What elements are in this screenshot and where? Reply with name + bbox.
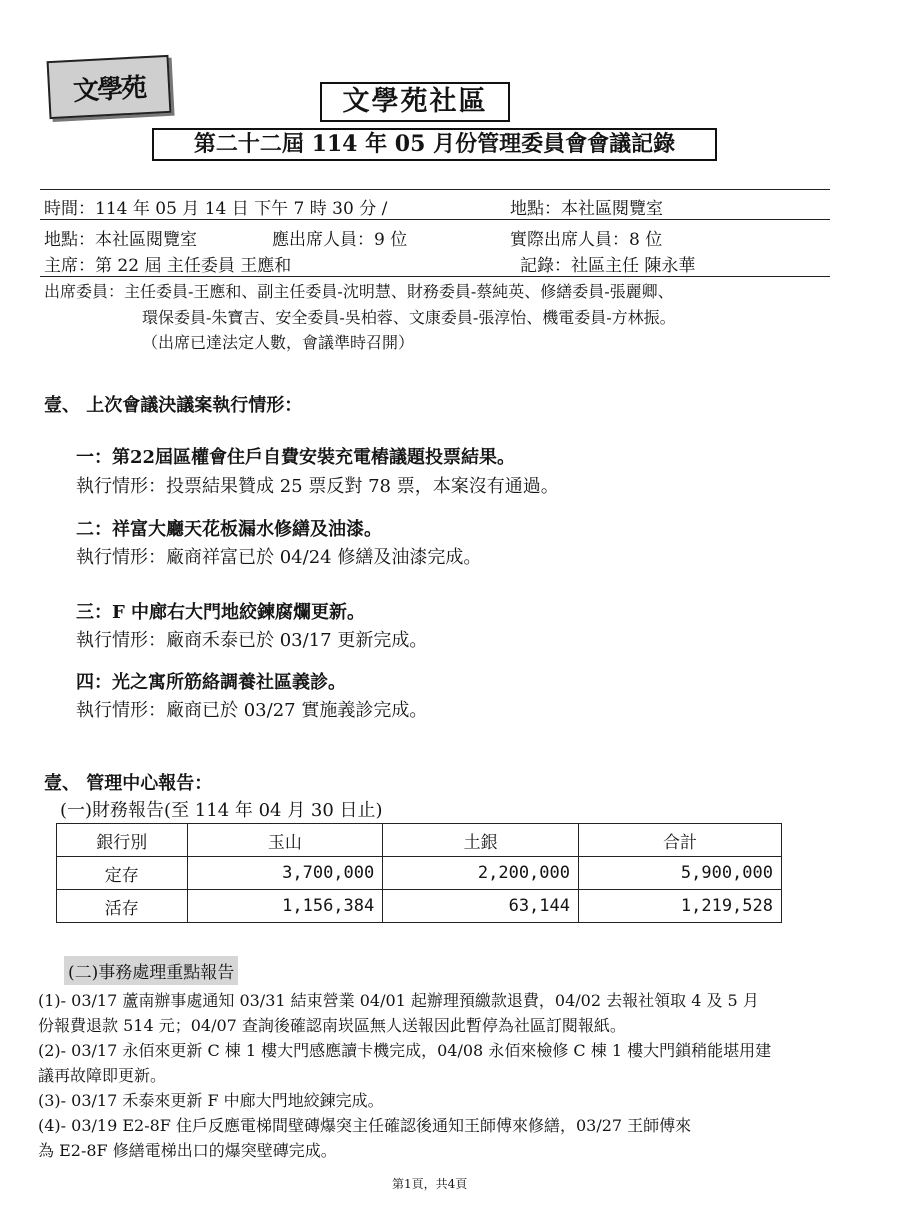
section-previous-resolutions-heading: 壹、 上次會議決議案執行情形：	[44, 395, 303, 416]
finance-report-title: (一)財務報告(至 114 年 04 月 30 日止)	[60, 800, 383, 821]
resolution-3-exec: 執行情形：廠商禾泰已於 03/17 更新完成。	[76, 630, 428, 651]
divider-1	[40, 219, 830, 220]
resolution-4-exec: 執行情形：廠商已於 03/27 實施義診完成。	[76, 700, 428, 721]
page-number: 第1頁，共4頁	[392, 1177, 468, 1191]
page-title: 文學苑社區	[320, 82, 510, 122]
divider-top	[40, 189, 830, 190]
header-landbank: 土銀	[383, 824, 579, 857]
header-total: 合計	[579, 824, 782, 857]
table-row	[57, 857, 782, 890]
logo-text: 文學苑	[72, 72, 146, 107]
resolution-2-title: 二：祥富大廳天花板漏水修繕及油漆。	[76, 519, 382, 540]
chairperson: 主席：第 22 屆 主任委員 王應和	[44, 256, 292, 276]
report-line-5: (3)- 03/17 禾泰來更新 F 中廊大門地絞鍊完成。	[38, 1091, 384, 1110]
finance-table	[56, 823, 782, 923]
resolution-1-exec: 執行情形：投票結果贊成 25 票反對 78 票，本案沒有通過。	[76, 476, 559, 497]
cell-value: 5,900,000	[579, 857, 782, 890]
header-bank: 銀行別	[57, 824, 188, 857]
actual-attendees: 實際出席人員：8 位	[510, 230, 663, 250]
resolution-4-title: 四：光之寓所筋絡調養社區義診。	[76, 672, 346, 693]
page-subtitle: 第二十二屆 114 年 05 月份管理委員會會議記錄	[152, 128, 717, 161]
affairs-report-title: (二)事務處理重點報告	[64, 956, 238, 985]
meeting-time: 時間：114 年 05 月 14 日 下午 7 時 30 分 /	[44, 199, 388, 219]
header-esun: 玉山	[187, 824, 383, 857]
cell-value: 2,200,000	[383, 857, 579, 890]
resolution-2-exec: 執行情形：廠商祥富已於 04/24 修繕及油漆完成。	[76, 547, 482, 568]
cell-value: 1,156,384	[187, 890, 383, 923]
row-label-demand-deposit: 活存	[57, 890, 188, 923]
cell-value: 63,144	[383, 890, 579, 923]
report-line-4: 議再故障即更新。	[38, 1066, 167, 1085]
meeting-location-right: 地點：本社區閱覽室	[510, 199, 663, 219]
attendees-line-2: 環保委員-朱寶吉、安全委員-吳柏蓉、文康委員-張淳怡、機電委員-方林振。	[142, 308, 676, 327]
cell-value: 3,700,000	[187, 857, 383, 890]
report-line-3: (2)- 03/17 永佰來更新 C 棟 1 樓大門感應讀卡機完成，04/08 永佰來檢修 C 棟 1 樓大門鎖稍能堪用建	[38, 1041, 772, 1060]
attendees-line-1: 出席委員：主任委員-王應和、副主任委員-沈明慧、財務委員-蔡純英、修繕委員-張麗卿、	[44, 282, 674, 301]
recorder: 記錄：社區主任 陳永華	[520, 256, 696, 276]
row-label-fixed-deposit: 定存	[57, 857, 188, 890]
cell-value: 1,219,528	[579, 890, 782, 923]
report-line-7: 為 E2-8F 修繕電梯出口的爆突壁磚完成。	[38, 1141, 337, 1160]
attendees-note: （出席已達法定人數，會議準時召開）	[142, 333, 415, 352]
report-line-6: (4)- 03/19 E2-8F 住戶反應電梯間壁磚爆突主任確認後通知王師傅來修繕，03/27 王師傅來	[38, 1116, 692, 1135]
report-line-2: 份報費退款 514 元；04/07 查詢後確認南崁區無人送報因此暫停為社區訂閱報紙。	[38, 1016, 626, 1035]
resolution-1-title: 一：第22屆區權會住戶自費安裝充電樁議題投票結果。	[76, 447, 516, 468]
expected-attendees: 應出席人員：9 位	[272, 230, 408, 250]
section-management-report-heading: 壹、 管理中心報告：	[44, 773, 213, 794]
resolution-3-title: 三：F 中廊右大門地絞鍊腐爛更新。	[76, 602, 366, 623]
table-row	[57, 890, 782, 923]
logo	[47, 55, 172, 119]
table-header-row	[57, 824, 782, 857]
report-line-1: (1)- 03/17 蘆南辦事處通知 03/31 結束營業 04/01 起辦理預繳款退費，04/02 去報社領取 4 及 5 月	[38, 991, 759, 1010]
meeting-location: 地點：本社區閱覽室	[44, 230, 197, 250]
divider-2	[40, 276, 830, 277]
